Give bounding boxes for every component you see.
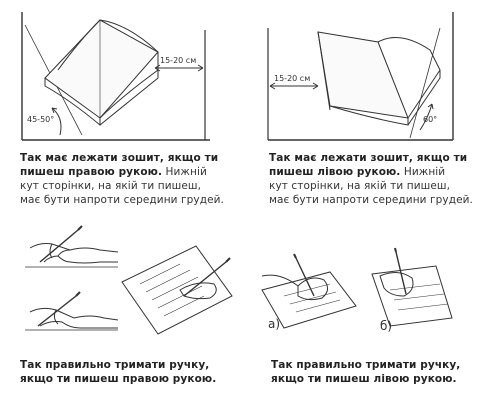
distance-label-right: 15-20 см xyxy=(160,56,197,65)
label-a: а) xyxy=(268,317,281,331)
caption-right-line2-bold: пишеш правою рукою. xyxy=(20,166,163,178)
left-hand-pen-illustration xyxy=(262,248,452,328)
caption-left-line1: Так має лежати зошит, якщо ти xyxy=(269,152,468,164)
caption-right-line1: Так має лежати зошит, якщо ти xyxy=(20,152,219,164)
caption-pen-left xyxy=(271,358,495,386)
caption-notebook-left xyxy=(269,151,495,207)
caption-notebook-right xyxy=(20,151,250,207)
caption-left-line2: Нижній xyxy=(400,166,446,178)
right-hand-pen-illustration xyxy=(25,226,232,334)
distance-label-left: 15-20 см xyxy=(274,74,311,83)
caption-pen-right-line2: якщо ти пишеш правою рукою. xyxy=(20,373,217,385)
caption-right-line4: має бути напроти середини грудей. xyxy=(20,194,224,206)
label-b: б) xyxy=(380,319,393,333)
caption-right-line3: кут сторінки, на якій ти пишеш, xyxy=(20,180,202,192)
caption-pen-right-line1: Так правильно тримати ручку, xyxy=(20,359,210,371)
caption-pen-left-line2: якщо ти пишеш лівою рукою. xyxy=(271,373,457,385)
caption-pen-right xyxy=(20,358,250,386)
angle-label-left: 60° xyxy=(423,115,438,124)
caption-left-line4: має бути напроти середини грудей. xyxy=(269,194,473,206)
caption-left-line3: кут сторінки, на якій ти пишеш, xyxy=(269,180,451,192)
caption-left-line2-bold: пишеш лівою рукою. xyxy=(269,166,401,178)
caption-right-line2: Нижній xyxy=(162,166,207,178)
angle-label-right: 45-50° xyxy=(27,115,55,124)
caption-pen-left-line1: Так правильно тримати ручку, xyxy=(271,359,461,371)
